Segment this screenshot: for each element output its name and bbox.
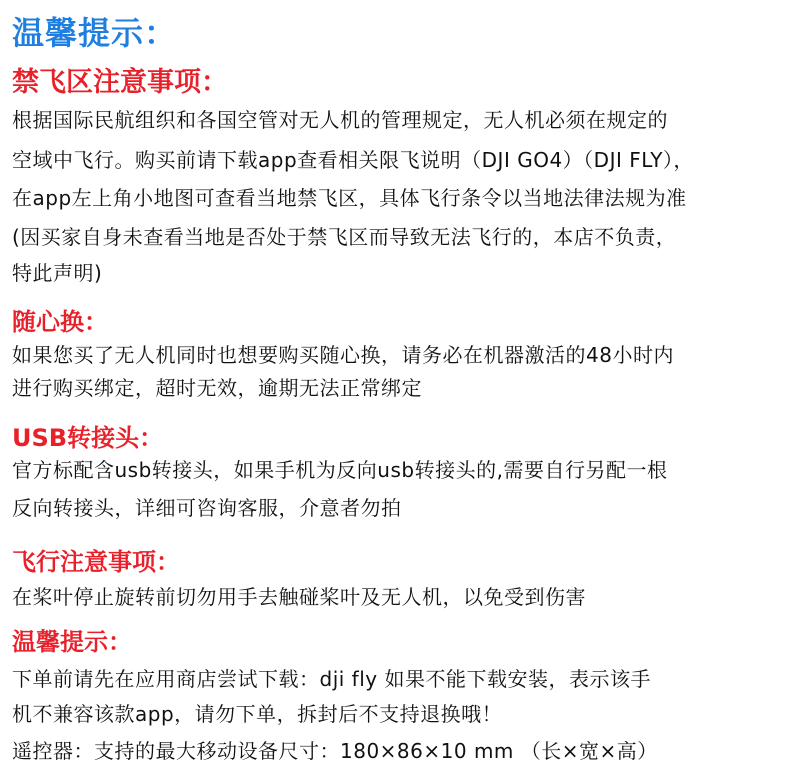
tips-line: 机不兼容该款app，请勿下单，拆封后不支持退换哦！: [12, 702, 503, 726]
tips-line: 遥控器：支持的最大移动设备尺寸：180×86×10 mm （长×宽×高）: [12, 739, 658, 763]
no-fly-zone-line: 空域中飞行。购买前请下载app查看相关限飞说明（DJI GO4）（DJI FLY），: [12, 148, 694, 172]
usb-adapter-heading: USB转接头：: [12, 424, 164, 452]
no-fly-zone-line: 根据国际民航组织和各国空管对无人机的管理规定，无人机必须在规定的: [12, 108, 668, 132]
no-fly-zone-line: 特此声明): [12, 261, 103, 285]
usb-adapter-line: 官方标配含usb转接头，如果手机为反向usb转接头的,需要自行另配一根: [12, 458, 668, 482]
tips-heading: 温馨提示：: [12, 628, 132, 656]
flight-notes-heading: 飞行注意事项：: [12, 548, 180, 576]
page-title: 温馨提示：: [12, 14, 178, 52]
no-fly-zone-line: (因买家自身未查看当地是否处于禁飞区而导致无法飞行的，本店不负责，: [12, 225, 677, 249]
no-fly-zone-line: 在app左上角小地图可查看当地禁飞区，具体飞行条令以当地法律法规为准: [12, 186, 687, 210]
care-swap-line: 如果您买了无人机同时也想要购买随心换，请务必在机器激活的48小时内: [12, 343, 674, 367]
tips-line: 下单前请先在应用商店尝试下载：dji fly 如果不能下载安装，表示该手: [12, 667, 651, 691]
care-swap-heading: 随心换：: [12, 308, 108, 336]
no-fly-zone-heading: 禁飞区注意事项：: [12, 67, 228, 98]
usb-adapter-line: 反向转接头，详细可咨询客服，介意者勿拍: [12, 496, 402, 520]
care-swap-line: 进行购买绑定，超时无效，逾期无法正常绑定: [12, 376, 422, 400]
flight-notes-line: 在桨叶停止旋转前切勿用手去触碰桨叶及无人机，以免受到伤害: [12, 585, 586, 609]
